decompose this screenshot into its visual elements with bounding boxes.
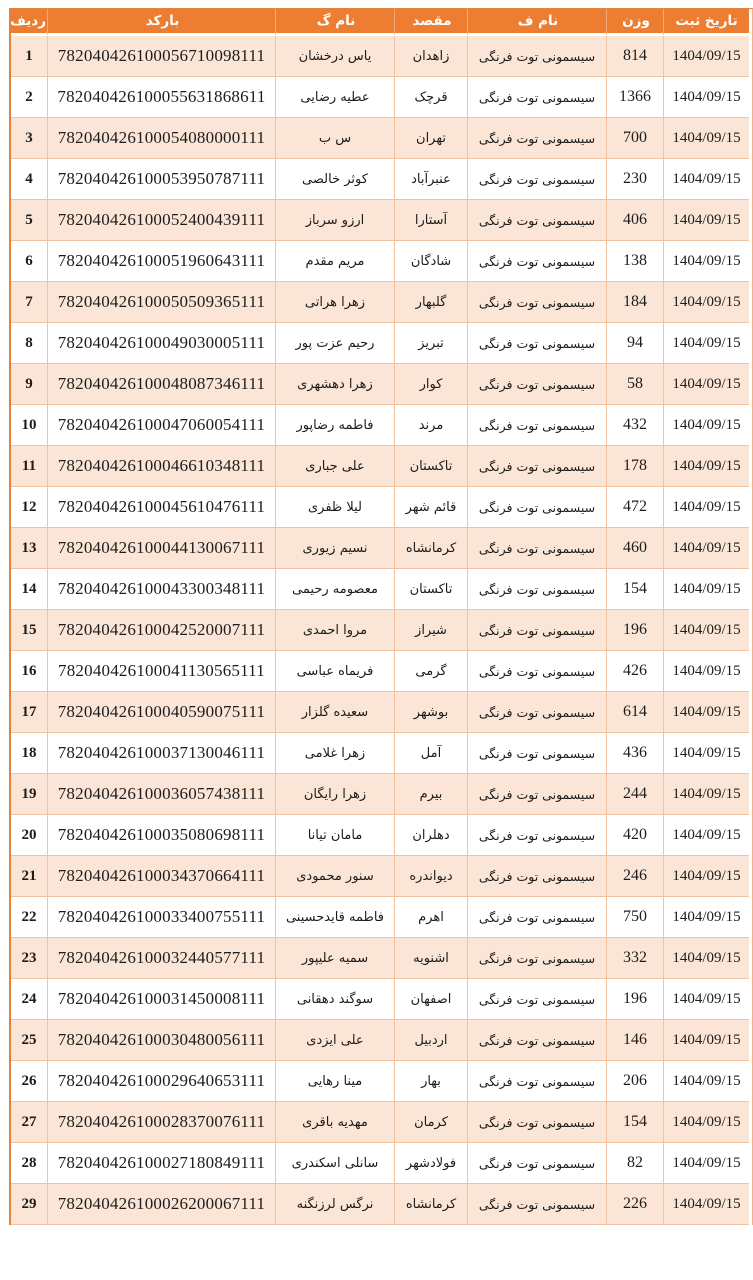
cell-date: 1404/09/15 <box>664 733 749 774</box>
cell-date: 1404/09/15 <box>664 938 749 979</box>
cell-vazn: 420 <box>607 815 664 856</box>
cell-date: 1404/09/15 <box>664 979 749 1020</box>
cell-maqsad: عنبرآباد <box>395 159 468 200</box>
cell-radif: 25 <box>11 1020 48 1061</box>
table-row <box>11 159 749 200</box>
table-row <box>11 610 749 651</box>
cell-name_g: زهرا دهشهری <box>276 364 395 405</box>
cell-date: 1404/09/15 <box>664 77 749 118</box>
cell-radif: 27 <box>11 1102 48 1143</box>
cell-radif: 13 <box>11 528 48 569</box>
cell-radif: 9 <box>11 364 48 405</box>
cell-name_g: فاطمه رضاپور <box>276 405 395 446</box>
cell-name_f: سیسمونی توت فرنگی <box>468 938 607 979</box>
cell-vazn: 196 <box>607 979 664 1020</box>
cell-barcode: 782040426100043300348111 <box>48 569 276 610</box>
cell-maqsad: اصفهان <box>395 979 468 1020</box>
cell-name_g: فاطمه قایدحسینی <box>276 897 395 938</box>
cell-date: 1404/09/15 <box>664 610 749 651</box>
cell-name_f: سیسمونی توت فرنگی <box>468 856 607 897</box>
cell-maqsad: شیراز <box>395 610 468 651</box>
table-row <box>11 405 749 446</box>
cell-maqsad: کوار <box>395 364 468 405</box>
cell-date: 1404/09/15 <box>664 323 749 364</box>
cell-name_g: علی جباری <box>276 446 395 487</box>
cell-name_g: مهدیه باقری <box>276 1102 395 1143</box>
cell-vazn: 436 <box>607 733 664 774</box>
cell-name_f: سیسمونی توت فرنگی <box>468 200 607 241</box>
cell-barcode: 782040426100050509365111 <box>48 282 276 323</box>
cell-vazn: 82 <box>607 1143 664 1184</box>
cell-date: 1404/09/15 <box>664 1184 749 1225</box>
cell-maqsad: قرچک <box>395 77 468 118</box>
table-row <box>11 282 749 323</box>
cell-maqsad: کرمانشاه <box>395 528 468 569</box>
cell-name_f: سیسمونی توت فرنگی <box>468 1184 607 1225</box>
cell-name_g: زهرا رایگان <box>276 774 395 815</box>
cell-date: 1404/09/15 <box>664 692 749 733</box>
cell-name_f: سیسمونی توت فرنگی <box>468 282 607 323</box>
cell-barcode: 782040426100049030005111 <box>48 323 276 364</box>
cell-date: 1404/09/15 <box>664 856 749 897</box>
table-row <box>11 815 749 856</box>
cell-radif: 10 <box>11 405 48 446</box>
cell-vazn: 750 <box>607 897 664 938</box>
table-row <box>11 77 749 118</box>
cell-name_g: کوثر خالصی <box>276 159 395 200</box>
cell-name_f: سیسمونی توت فرنگی <box>468 651 607 692</box>
cell-maqsad: گرمی <box>395 651 468 692</box>
cell-date: 1404/09/15 <box>664 1102 749 1143</box>
cell-radif: 2 <box>11 77 48 118</box>
cell-date: 1404/09/15 <box>664 651 749 692</box>
cell-vazn: 226 <box>607 1184 664 1225</box>
cell-maqsad: اهرم <box>395 897 468 938</box>
cell-maqsad: بوشهر <box>395 692 468 733</box>
cell-radif: 18 <box>11 733 48 774</box>
table-row <box>11 938 749 979</box>
cell-barcode: 782040426100037130046111 <box>48 733 276 774</box>
cell-name_g: لیلا ظفری <box>276 487 395 528</box>
table-row <box>11 733 749 774</box>
cell-vazn: 154 <box>607 1102 664 1143</box>
cell-radif: 14 <box>11 569 48 610</box>
cell-name_f: سیسمونی توت فرنگی <box>468 733 607 774</box>
cell-barcode: 782040426100046610348111 <box>48 446 276 487</box>
cell-date: 1404/09/15 <box>664 897 749 938</box>
cell-vazn: 426 <box>607 651 664 692</box>
cell-vazn: 58 <box>607 364 664 405</box>
header-destination: مقصد <box>395 9 468 36</box>
cell-date: 1404/09/15 <box>664 405 749 446</box>
cell-maqsad: اشنویه <box>395 938 468 979</box>
cell-barcode: 782040426100044130067111 <box>48 528 276 569</box>
cell-vazn: 178 <box>607 446 664 487</box>
cell-barcode: 782040426100026200067111 <box>48 1184 276 1225</box>
header-recipient-name: نام گ <box>276 9 395 36</box>
cell-name_g: فریماه عباسی <box>276 651 395 692</box>
cell-vazn: 614 <box>607 692 664 733</box>
cell-vazn: 246 <box>607 856 664 897</box>
cell-maqsad: شادگان <box>395 241 468 282</box>
cell-radif: 3 <box>11 118 48 159</box>
cell-barcode: 782040426100042520007111 <box>48 610 276 651</box>
cell-barcode: 782040426100041130565111 <box>48 651 276 692</box>
cell-barcode: 782040426100047060054111 <box>48 405 276 446</box>
cell-maqsad: زاهدان <box>395 36 468 77</box>
cell-name_g: معصومه رحیمی <box>276 569 395 610</box>
table-row <box>11 446 749 487</box>
cell-name_g: سمیه علیپور <box>276 938 395 979</box>
cell-radif: 4 <box>11 159 48 200</box>
cell-maqsad: کرمان <box>395 1102 468 1143</box>
cell-name_f: سیسمونی توت فرنگی <box>468 569 607 610</box>
cell-name_f: سیسمونی توت فرنگی <box>468 405 607 446</box>
table-row <box>11 1061 749 1102</box>
cell-date: 1404/09/15 <box>664 159 749 200</box>
cell-date: 1404/09/15 <box>664 282 749 323</box>
cell-radif: 6 <box>11 241 48 282</box>
table-row <box>11 692 749 733</box>
cell-vazn: 332 <box>607 938 664 979</box>
cell-date: 1404/09/15 <box>664 528 749 569</box>
header-row-number: ردیف <box>11 9 48 36</box>
cell-radif: 15 <box>11 610 48 651</box>
cell-radif: 20 <box>11 815 48 856</box>
cell-date: 1404/09/15 <box>664 815 749 856</box>
table-row <box>11 569 749 610</box>
cell-date: 1404/09/15 <box>664 1020 749 1061</box>
cell-barcode: 782040426100035080698111 <box>48 815 276 856</box>
cell-name_g: رحیم عزت پور <box>276 323 395 364</box>
cell-maqsad: تاکستان <box>395 446 468 487</box>
cell-name_f: سیسمونی توت فرنگی <box>468 487 607 528</box>
cell-radif: 22 <box>11 897 48 938</box>
cell-vazn: 94 <box>607 323 664 364</box>
cell-name_f: سیسمونی توت فرنگی <box>468 36 607 77</box>
cell-radif: 26 <box>11 1061 48 1102</box>
cell-maqsad: دهلران <box>395 815 468 856</box>
cell-vazn: 230 <box>607 159 664 200</box>
cell-name_f: سیسمونی توت فرنگی <box>468 1061 607 1102</box>
cell-vazn: 1366 <box>607 77 664 118</box>
cell-barcode: 782040426100053950787111 <box>48 159 276 200</box>
cell-vazn: 432 <box>607 405 664 446</box>
cell-vazn: 184 <box>607 282 664 323</box>
cell-barcode: 782040426100029640653111 <box>48 1061 276 1102</box>
cell-name_g: علی ایزدی <box>276 1020 395 1061</box>
cell-barcode: 782040426100040590075111 <box>48 692 276 733</box>
cell-maqsad: تبریز <box>395 323 468 364</box>
cell-vazn: 206 <box>607 1061 664 1102</box>
cell-maqsad: آمل <box>395 733 468 774</box>
cell-date: 1404/09/15 <box>664 487 749 528</box>
table-row <box>11 1020 749 1061</box>
header-sender-name: نام ف <box>468 9 607 36</box>
cell-name_f: سیسمونی توت فرنگی <box>468 1102 607 1143</box>
cell-vazn: 814 <box>607 36 664 77</box>
cell-barcode: 782040426100045610476111 <box>48 487 276 528</box>
cell-vazn: 700 <box>607 118 664 159</box>
cell-barcode: 782040426100033400755111 <box>48 897 276 938</box>
cell-date: 1404/09/15 <box>664 36 749 77</box>
header-registration-date: تاریخ ثبت <box>664 9 749 36</box>
table-row <box>11 774 749 815</box>
table-row <box>11 200 749 241</box>
cell-radif: 23 <box>11 938 48 979</box>
cell-name_g: نرگس لرزنگنه <box>276 1184 395 1225</box>
table-row <box>11 1184 749 1225</box>
cell-radif: 7 <box>11 282 48 323</box>
cell-barcode: 782040426100036057438111 <box>48 774 276 815</box>
cell-maqsad: بهار <box>395 1061 468 1102</box>
cell-radif: 24 <box>11 979 48 1020</box>
cell-vazn: 472 <box>607 487 664 528</box>
cell-name_f: سیسمونی توت فرنگی <box>468 241 607 282</box>
cell-barcode: 782040426100056710098111 <box>48 36 276 77</box>
cell-radif: 28 <box>11 1143 48 1184</box>
cell-name_f: سیسمونی توت فرنگی <box>468 118 607 159</box>
cell-name_g: مینا رهایی <box>276 1061 395 1102</box>
cell-name_f: سیسمونی توت فرنگی <box>468 323 607 364</box>
cell-name_g: زهرا هراتی <box>276 282 395 323</box>
cell-vazn: 146 <box>607 1020 664 1061</box>
cell-date: 1404/09/15 <box>664 1143 749 1184</box>
table-row <box>11 364 749 405</box>
table-row <box>11 118 749 159</box>
table-row <box>11 979 749 1020</box>
cell-maqsad: دیواندره <box>395 856 468 897</box>
header-barcode: بارکد <box>48 9 276 36</box>
cell-radif: 29 <box>11 1184 48 1225</box>
shipments-table <box>11 9 749 1225</box>
table-row <box>11 487 749 528</box>
cell-maqsad: آستارا <box>395 200 468 241</box>
cell-name_f: سیسمونی توت فرنگی <box>468 897 607 938</box>
cell-name_g: سانلی اسکندری <box>276 1143 395 1184</box>
cell-name_g: ارزو سرباز <box>276 200 395 241</box>
cell-vazn: 196 <box>607 610 664 651</box>
cell-radif: 21 <box>11 856 48 897</box>
cell-name_g: مامان تیانا <box>276 815 395 856</box>
cell-barcode: 782040426100055631868611 <box>48 77 276 118</box>
cell-name_g: سنور محمودی <box>276 856 395 897</box>
cell-name_f: سیسمونی توت فرنگی <box>468 774 607 815</box>
cell-date: 1404/09/15 <box>664 569 749 610</box>
cell-name_f: سیسمونی توت فرنگی <box>468 446 607 487</box>
table-row <box>11 1143 749 1184</box>
cell-barcode: 782040426100027180849111 <box>48 1143 276 1184</box>
table-header <box>11 9 749 36</box>
cell-date: 1404/09/15 <box>664 774 749 815</box>
cell-barcode: 782040426100030480056111 <box>48 1020 276 1061</box>
cell-name_f: سیسمونی توت فرنگی <box>468 77 607 118</box>
table-body <box>11 36 749 1225</box>
cell-date: 1404/09/15 <box>664 1061 749 1102</box>
cell-barcode: 782040426100034370664111 <box>48 856 276 897</box>
cell-maqsad: بیرم <box>395 774 468 815</box>
cell-name_f: سیسمونی توت فرنگی <box>468 979 607 1020</box>
cell-barcode: 782040426100051960643111 <box>48 241 276 282</box>
table-row <box>11 651 749 692</box>
cell-barcode: 782040426100028370076111 <box>48 1102 276 1143</box>
cell-maqsad: تهران <box>395 118 468 159</box>
cell-maqsad: قائم شهر <box>395 487 468 528</box>
cell-name_g: عطیه رضایی <box>276 77 395 118</box>
cell-name_f: سیسمونی توت فرنگی <box>468 364 607 405</box>
shipments-table-container <box>9 8 753 1225</box>
cell-name_f: سیسمونی توت فرنگی <box>468 1020 607 1061</box>
cell-maqsad: تاکستان <box>395 569 468 610</box>
cell-name_f: سیسمونی توت فرنگی <box>468 610 607 651</box>
cell-barcode: 782040426100054080000111 <box>48 118 276 159</box>
cell-radif: 5 <box>11 200 48 241</box>
cell-date: 1404/09/15 <box>664 200 749 241</box>
cell-date: 1404/09/15 <box>664 241 749 282</box>
cell-name_g: سوگند دهقانی <box>276 979 395 1020</box>
cell-barcode: 782040426100048087346111 <box>48 364 276 405</box>
table-row <box>11 1102 749 1143</box>
cell-name_g: مروا احمدی <box>276 610 395 651</box>
cell-name_g: نسیم زیوری <box>276 528 395 569</box>
cell-radif: 8 <box>11 323 48 364</box>
cell-maqsad: اردبیل <box>395 1020 468 1061</box>
cell-name_g: مریم مقدم <box>276 241 395 282</box>
cell-name_g: یاس درخشان <box>276 36 395 77</box>
cell-vazn: 406 <box>607 200 664 241</box>
cell-name_g: زهرا غلامی <box>276 733 395 774</box>
cell-barcode: 782040426100052400439111 <box>48 200 276 241</box>
cell-name_g: سعیده گلزار <box>276 692 395 733</box>
cell-maqsad: فولادشهر <box>395 1143 468 1184</box>
table-row <box>11 897 749 938</box>
cell-radif: 1 <box>11 36 48 77</box>
cell-vazn: 460 <box>607 528 664 569</box>
cell-name_f: سیسمونی توت فرنگی <box>468 159 607 200</box>
cell-radif: 12 <box>11 487 48 528</box>
cell-vazn: 244 <box>607 774 664 815</box>
cell-vazn: 138 <box>607 241 664 282</box>
header-weight: وزن <box>607 9 664 36</box>
cell-maqsad: مرند <box>395 405 468 446</box>
cell-name_f: سیسمونی توت فرنگی <box>468 528 607 569</box>
cell-name_f: سیسمونی توت فرنگی <box>468 1143 607 1184</box>
header-row <box>11 9 749 36</box>
cell-radif: 19 <box>11 774 48 815</box>
cell-name_f: سیسمونی توت فرنگی <box>468 815 607 856</box>
table-row <box>11 36 749 77</box>
cell-radif: 11 <box>11 446 48 487</box>
cell-date: 1404/09/15 <box>664 364 749 405</box>
cell-vazn: 154 <box>607 569 664 610</box>
cell-maqsad: گلبهار <box>395 282 468 323</box>
cell-radif: 17 <box>11 692 48 733</box>
table-row <box>11 856 749 897</box>
cell-name_f: سیسمونی توت فرنگی <box>468 692 607 733</box>
cell-barcode: 782040426100032440577111 <box>48 938 276 979</box>
cell-maqsad: کرمانشاه <box>395 1184 468 1225</box>
table-row <box>11 323 749 364</box>
cell-date: 1404/09/15 <box>664 118 749 159</box>
table-row <box>11 528 749 569</box>
cell-name_g: س ب <box>276 118 395 159</box>
table-row <box>11 241 749 282</box>
cell-radif: 16 <box>11 651 48 692</box>
cell-barcode: 782040426100031450008111 <box>48 979 276 1020</box>
cell-date: 1404/09/15 <box>664 446 749 487</box>
